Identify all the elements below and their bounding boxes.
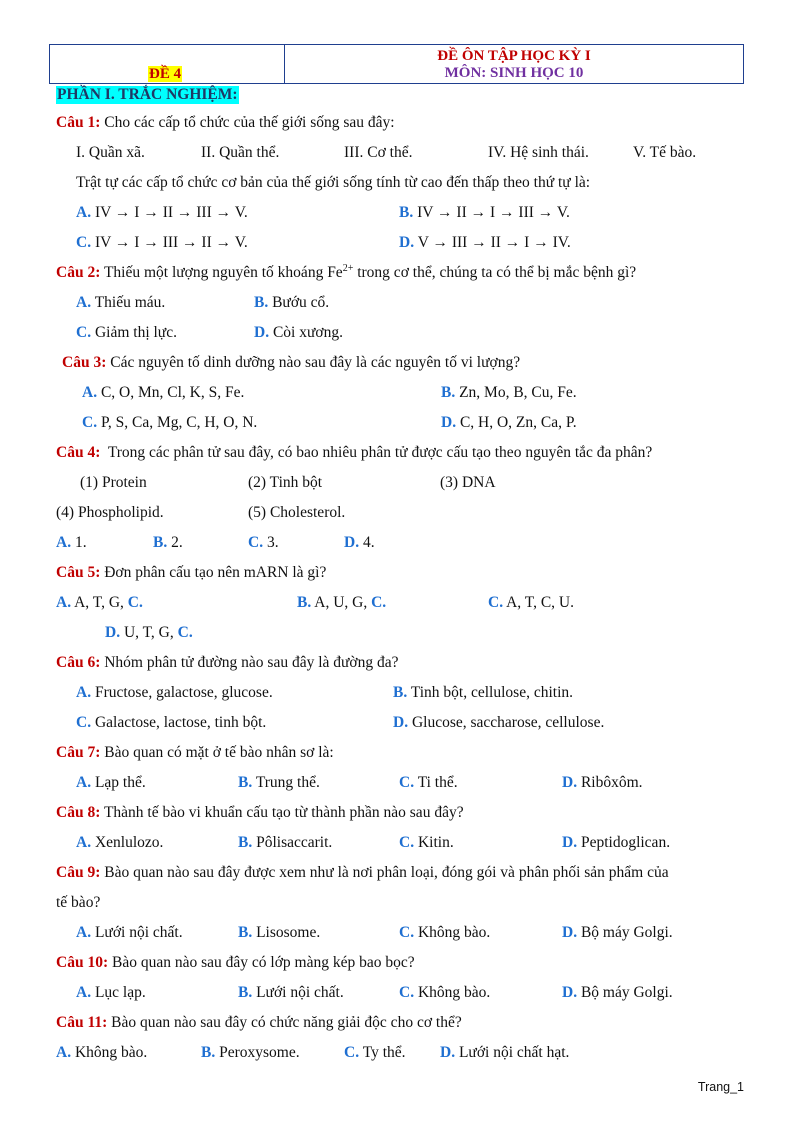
question-text: Thiếu một lượng nguyên tố khoáng Fe — [100, 264, 343, 281]
option-c[interactable] — [76, 708, 266, 738]
option-text: 2. — [171, 534, 183, 551]
question-4-items-row1 — [56, 468, 756, 498]
item: II. Quần thể. — [201, 144, 280, 161]
option-letter: A. — [76, 204, 92, 221]
option-text: Trung thể. — [255, 774, 320, 791]
option-d[interactable] — [344, 528, 375, 558]
question-label: Câu 1: — [56, 114, 101, 131]
question-6 — [56, 648, 756, 678]
option-c[interactable] — [76, 228, 248, 258]
option-letter: B. — [254, 294, 269, 311]
option-text: Kitin. — [417, 834, 454, 851]
exam-content — [56, 86, 756, 1068]
option-letter: D. — [393, 714, 409, 731]
question-11-options — [56, 1038, 756, 1068]
option-a[interactable] — [76, 288, 165, 318]
question-label: Câu 3: — [62, 354, 107, 371]
option-letter: C. — [344, 1044, 360, 1061]
item: (5) Cholesterol. — [248, 504, 346, 521]
question-text: Thành tế bào vi khuẩn cấu tạo từ thành phần nào sau đây? — [100, 804, 464, 821]
question-2-options-ab — [56, 288, 756, 318]
question-text: Đơn phân cấu tạo nên mARN là gì? — [100, 564, 327, 581]
option-letter: C. — [399, 924, 415, 941]
option-letter: C. — [399, 984, 415, 1001]
option-text: Bộ máy Golgi. — [580, 924, 673, 941]
option-b[interactable] — [441, 378, 577, 408]
option-a[interactable] — [82, 378, 244, 408]
item: V. Tế bào. — [633, 144, 697, 161]
option-letter: D. — [399, 234, 415, 251]
question-5-options-abc — [56, 588, 756, 618]
option-d[interactable] — [105, 618, 193, 648]
option-text: Bộ máy Golgi. — [580, 984, 673, 1001]
option-letter: C. — [248, 534, 264, 551]
question-10 — [56, 948, 756, 978]
option-text: Còi xương. — [272, 324, 343, 341]
option-text: Lisosome. — [256, 924, 321, 941]
question-3 — [56, 348, 756, 378]
question-1-options-ab — [56, 198, 756, 228]
option-d[interactable] — [562, 828, 670, 858]
option-letter: C. — [488, 594, 504, 611]
option-text: U, T, G, — [123, 624, 178, 641]
option-d[interactable] — [393, 708, 604, 738]
question-8 — [56, 798, 756, 828]
option-text: IV → II → I → III → V. — [417, 204, 570, 221]
option-text: Ti thể. — [417, 774, 458, 791]
question-6-options-ab — [56, 678, 756, 708]
option-letter: B. — [238, 924, 253, 941]
option-letter: B. — [441, 384, 456, 401]
question-1-items — [56, 138, 756, 168]
question-8-options — [56, 828, 756, 858]
option-text: Không bào. — [74, 1044, 148, 1061]
option-c[interactable] — [399, 768, 458, 798]
option-text: A, T, C, U. — [506, 594, 574, 611]
item: (4) Phospholipid. — [56, 504, 164, 521]
option-letter: B. — [238, 834, 253, 851]
option-b[interactable] — [399, 198, 570, 228]
option-text: C, H, O, Zn, Ca, P. — [459, 414, 577, 431]
option-a[interactable] — [56, 588, 143, 618]
exam-number-label: ĐỀ 4 — [149, 66, 182, 82]
question-2 — [56, 258, 756, 288]
option-text: Glucose, saccharose, cellulose. — [411, 714, 605, 731]
question-6-options-cd — [56, 708, 756, 738]
option-b[interactable] — [238, 918, 320, 948]
option-c[interactable] — [82, 408, 257, 438]
option-letter: A. — [76, 774, 92, 791]
option-letter: D. — [562, 924, 578, 941]
option-letter: C. — [76, 234, 92, 251]
question-label: Câu 4: — [56, 444, 101, 461]
option-letter: A. — [56, 534, 72, 551]
option-text: Xenlulozo. — [94, 834, 164, 851]
option-b[interactable] — [153, 528, 183, 558]
option-d[interactable] — [399, 228, 571, 258]
option-text: Peroxysome. — [219, 1044, 300, 1061]
option-d[interactable] — [441, 408, 577, 438]
option-letter: C. — [76, 324, 92, 341]
option-a[interactable] — [56, 528, 87, 558]
question-4-options — [56, 528, 756, 558]
item: III. Cơ thể. — [344, 144, 413, 161]
option-a[interactable] — [76, 678, 273, 708]
question-text: Nhóm phân tử đường nào sau đây là đường đa? — [100, 654, 399, 671]
option-b[interactable] — [254, 288, 329, 318]
question-label: Câu 8: — [56, 804, 101, 821]
option-c[interactable] — [488, 588, 574, 618]
question-4-items-row2 — [56, 498, 756, 528]
option-text: A, U, G, — [314, 594, 372, 611]
option-b[interactable] — [393, 678, 573, 708]
option-text: C, O, Mn, Cl, K, S, Fe. — [100, 384, 245, 401]
question-9-continued: tế bào? — [56, 894, 101, 911]
option-letter: D. — [254, 324, 270, 341]
option-text: Ribôxôm. — [580, 774, 643, 791]
option-b[interactable] — [201, 1038, 300, 1068]
question-3-options-cd — [56, 408, 756, 438]
option-a[interactable] — [76, 828, 163, 858]
option-c[interactable] — [76, 318, 177, 348]
option-a[interactable] — [76, 768, 146, 798]
option-text: Galactose, lactose, tinh bột. — [94, 714, 267, 731]
option-text-tail: C. — [127, 594, 143, 611]
option-letter: B. — [153, 534, 168, 551]
option-text-tail: C. — [371, 594, 387, 611]
option-d[interactable] — [440, 1038, 569, 1068]
option-text: Lưới nội chất. — [94, 924, 183, 941]
option-letter: B. — [238, 984, 253, 1001]
option-d[interactable] — [562, 768, 643, 798]
option-text: Không bào. — [417, 924, 491, 941]
option-text: V → III → II → I → IV. — [417, 234, 571, 251]
option-text: Zn, Mo, B, Cu, Fe. — [459, 384, 577, 401]
exam-title: ĐỀ ÔN TẬP HỌC KỲ I — [437, 48, 591, 64]
question-5 — [56, 558, 756, 588]
option-d[interactable] — [562, 978, 673, 1008]
question-9 — [56, 858, 756, 888]
question-2-options-cd — [56, 318, 756, 348]
option-text: Giảm thị lực. — [94, 324, 177, 341]
question-4 — [56, 438, 756, 468]
option-letter: C. — [76, 714, 92, 731]
option-a[interactable] — [76, 198, 248, 228]
option-text: IV → I → II → III → V. — [94, 204, 248, 221]
question-1-prompt: Trật tự các cấp tổ chức cơ bản của thế giới sống tính từ cao đến thấp theo thứ tự là: — [76, 174, 591, 191]
option-text: Peptidoglican. — [580, 834, 671, 851]
option-letter: C. — [82, 414, 98, 431]
question-label: Câu 10: — [56, 954, 109, 971]
option-letter: A. — [56, 594, 72, 611]
option-letter: D. — [105, 624, 121, 641]
option-a[interactable] — [56, 1038, 147, 1068]
question-label: Câu 11: — [56, 1014, 108, 1031]
option-b[interactable] — [297, 588, 386, 618]
part-title-line — [56, 86, 756, 108]
question-text: Bào quan nào sau đây có lớp màng kép bao bọc? — [108, 954, 415, 971]
option-letter: D. — [562, 834, 578, 851]
question-label: Câu 2: — [56, 264, 101, 281]
option-text: Ty thể. — [362, 1044, 406, 1061]
question-9-options — [56, 918, 756, 948]
exam-header — [49, 44, 744, 84]
option-a[interactable] — [76, 918, 183, 948]
option-letter: B. — [201, 1044, 216, 1061]
question-10-options — [56, 978, 756, 1008]
question-label: Câu 6: — [56, 654, 101, 671]
option-letter: A. — [76, 684, 92, 701]
option-letter: A. — [76, 924, 92, 941]
option-text: 3. — [266, 534, 279, 551]
option-text: 1. — [74, 534, 87, 551]
page-number: Trang_1 — [697, 1080, 744, 1094]
option-b[interactable] — [238, 978, 344, 1008]
question-3-options-ab — [56, 378, 756, 408]
option-letter: B. — [399, 204, 414, 221]
option-text: Lưới nội chất. — [256, 984, 344, 1001]
option-text: IV → I → III → II → V. — [94, 234, 248, 251]
option-letter: B. — [393, 684, 408, 701]
option-text: Pôlisaccarit. — [256, 834, 333, 851]
item: (1) Protein — [80, 474, 147, 491]
option-letter: A. — [82, 384, 98, 401]
option-c[interactable] — [399, 918, 490, 948]
option-text: Bướu cổ. — [272, 294, 330, 311]
option-text: 4. — [362, 534, 375, 551]
option-d[interactable] — [562, 918, 673, 948]
option-a[interactable] — [76, 978, 146, 1008]
question-label: Câu 7: — [56, 744, 101, 761]
option-text-tail: C. — [177, 624, 193, 641]
option-text: Không bào. — [417, 984, 491, 1001]
question-5-option-d-line — [56, 618, 756, 648]
question-label: Câu 9: — [56, 864, 101, 881]
option-b[interactable] — [238, 768, 320, 798]
option-text: Fructose, galactose, glucose. — [94, 684, 273, 701]
option-letter: D. — [562, 984, 578, 1001]
option-letter: C. — [399, 834, 415, 851]
question-7 — [56, 738, 756, 768]
exam-header-left-cell — [50, 45, 285, 83]
question-text-end: trong cơ thể, chúng ta có thể bị mắc bệnh gì? — [353, 264, 637, 281]
question-label: Câu 5: — [56, 564, 101, 581]
question-1 — [56, 108, 756, 138]
option-d[interactable] — [254, 318, 343, 348]
option-text: Lục lạp. — [94, 984, 146, 1001]
superscript: 2+ — [342, 262, 354, 274]
option-letter: D. — [440, 1044, 456, 1061]
option-b[interactable] — [238, 828, 332, 858]
option-letter: C. — [399, 774, 415, 791]
question-11 — [56, 1008, 756, 1038]
option-letter: D. — [344, 534, 360, 551]
option-letter: A. — [56, 1044, 72, 1061]
option-letter: A. — [76, 984, 92, 1001]
question-text: Trong các phân tử sau đây, có bao nhiêu phân tử được cấu tạo theo nguyên tắc đa phân? — [100, 444, 653, 461]
question-text: Bào quan có mặt ở tế bào nhân sơ là: — [100, 744, 334, 761]
item: (3) DNA — [440, 474, 496, 491]
option-c[interactable] — [399, 978, 490, 1008]
option-letter: A. — [76, 834, 92, 851]
option-letter: B. — [297, 594, 312, 611]
option-c[interactable] — [399, 828, 454, 858]
option-letter: D. — [562, 774, 578, 791]
option-text: A, T, G, — [74, 594, 128, 611]
option-text: P, S, Ca, Mg, C, H, O, N. — [100, 414, 258, 431]
item: (2) Tinh bột — [248, 474, 323, 491]
option-c[interactable] — [248, 528, 279, 558]
question-text: Cho các cấp tổ chức của thế giới sống sau đây: — [100, 114, 395, 131]
option-text: Lạp thể. — [94, 774, 146, 791]
option-letter: A. — [76, 294, 92, 311]
option-text: Tinh bột, cellulose, chitin. — [410, 684, 574, 701]
item: IV. Hệ sinh thái. — [488, 144, 589, 161]
question-text: Các nguyên tố dinh dưỡng nào sau đây là các nguyên tố vi lượng? — [106, 354, 521, 371]
item: I. Quần xã. — [76, 144, 145, 161]
option-c[interactable] — [344, 1038, 406, 1068]
question-7-options — [56, 768, 756, 798]
question-text: Bào quan nào sau đây có chức năng giải độc cho cơ thể? — [107, 1014, 462, 1031]
option-letter: D. — [441, 414, 457, 431]
option-letter: B. — [238, 774, 253, 791]
option-text: Lưới nội chất hạt. — [458, 1044, 570, 1061]
part-title: PHẦN I. TRẮC NGHIỆM: — [57, 86, 238, 103]
exam-header-right-cell — [285, 45, 743, 83]
exam-subject: MÔN: SINH HỌC 10 — [444, 65, 584, 81]
question-text: Bào quan nào sau đây được xem như là nơi phân loại, đóng gói và phân phối sản phẩm của — [100, 864, 669, 881]
option-text: Thiếu máu. — [94, 294, 166, 311]
question-1-options-cd — [56, 228, 756, 258]
